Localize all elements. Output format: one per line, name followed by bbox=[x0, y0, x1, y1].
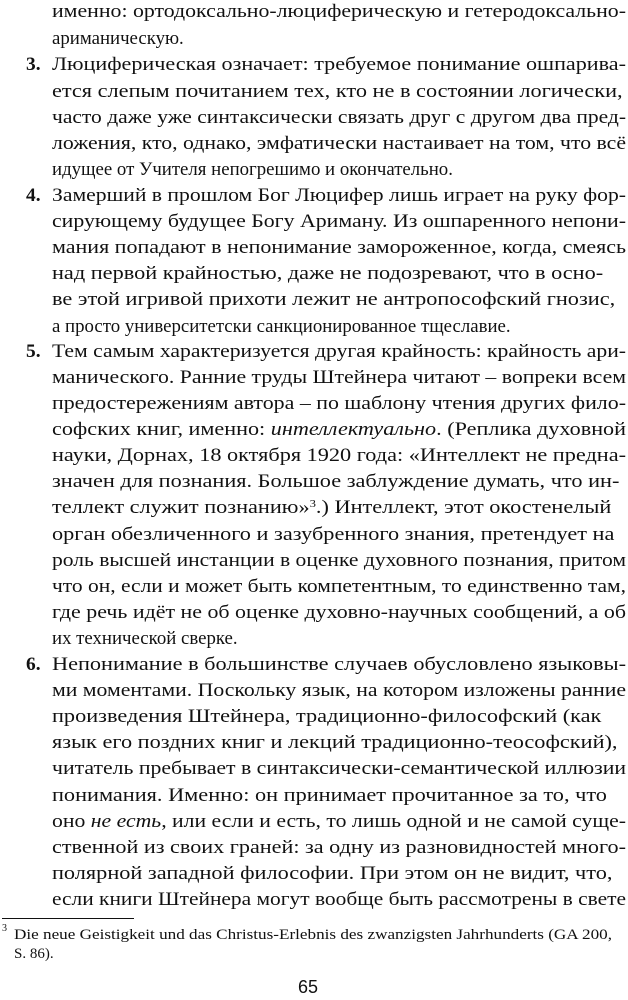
text-line: идущее от Учителя непогрешимо и окончательно. bbox=[52, 159, 453, 180]
text-line: понимания. Именно: он принимает прочитанное за то, что bbox=[52, 785, 607, 806]
text-line: сирующему будущее Богу Ариману. Из ошпаренного непони- bbox=[52, 211, 626, 232]
footnote-ref: 3 bbox=[309, 498, 316, 510]
text-line: ется слепым почитанием тех, кто не в состоянии логически, bbox=[52, 81, 623, 102]
footnote-line: Die neue Geistigkeit und das Christus-Erlebnis des zwanzigsten Jahrhunderts (GA 200, bbox=[14, 927, 612, 943]
text-line: софских книг, именно: интеллектуально. (Реплика духовной bbox=[52, 419, 626, 440]
page-number: 65 bbox=[298, 977, 319, 997]
text-line: теллект служит познанию»$^3$.) Интеллект, этот окостенелый bbox=[52, 497, 612, 518]
list-number: 4. bbox=[26, 185, 41, 206]
emphasis: не есть bbox=[90, 811, 162, 832]
text-line: где речь идёт не об оценке духовно-научных сообщений, а об bbox=[52, 602, 626, 623]
text-line: предостережениям автора – по шаблону чтения других фило- bbox=[52, 393, 626, 414]
text-line: если книги Штейнера могут вообще быть рассмотрены в свете bbox=[52, 889, 626, 910]
text-line: что он, если и может быть компетентным, то единственно там, bbox=[52, 576, 626, 597]
text-line: науки, Дорнах, 18 октября 1920 года: «Интеллект не предна- bbox=[52, 445, 626, 466]
text-line: Люциферическая означает: требуемое понимание ошпарива- bbox=[52, 54, 626, 75]
footnote-divider bbox=[2, 918, 134, 919]
text-line: ложения, кто, однако, эмфатически настаивает на том, что всё bbox=[52, 133, 626, 154]
list-number: 6. bbox=[26, 654, 41, 675]
text-line: значен для познания. Большое заблуждение думать, что ин- bbox=[52, 471, 620, 492]
text-line: орган обезличенного и зазубренного знания, претендует на bbox=[52, 524, 615, 545]
text-line: а просто университетски санкционированное тщеславие. bbox=[52, 316, 511, 337]
text-line: Непонимание в большинстве случаев обусловлено языковы- bbox=[52, 654, 626, 675]
text-line: мания попадают в непонимание замороженное, когда, смеясь bbox=[52, 237, 626, 258]
list-number: 5. bbox=[26, 341, 41, 362]
text-line: полярной западной философии. При этом он не видит, что, bbox=[52, 863, 613, 884]
text-line: манического. Ранние труды Штейнера читают – вопреки всем bbox=[52, 367, 626, 388]
text-line: ариманическую. bbox=[52, 28, 184, 49]
text-line: читатель пребывает в синтаксически-семантической иллюзии bbox=[52, 758, 626, 779]
text-line: Замерший в прошлом Бог Люцифер лишь играет на руку фор- bbox=[52, 185, 626, 206]
text-line: оно не есть, или если и есть, то лишь одной и не самой суще- bbox=[52, 811, 626, 832]
text-line: над первой крайностью, даже не подозревают, что в осно- bbox=[52, 263, 604, 284]
text-line: произведения Штейнера, традиционно-философский (как bbox=[52, 706, 602, 727]
text-line: ственной из своих граней: за одну из разновидностей много- bbox=[52, 837, 626, 858]
text-line: именно: ортодоксально-люциферическую и гетеродоксально- bbox=[52, 1, 626, 22]
text-line: их технической сверке. bbox=[52, 628, 238, 649]
footnote-line: S. 86). bbox=[14, 946, 54, 962]
text-line: ве этой игривой прихоти лежит не антропософский гнозис, bbox=[52, 289, 616, 310]
text-line: часто даже уже синтаксически связать друг с другом два пред- bbox=[52, 107, 626, 128]
emphasis: интеллектуально bbox=[270, 419, 437, 440]
list-number: 3. bbox=[26, 54, 41, 75]
text-line: Тем самым характеризуется другая крайность: крайность ари- bbox=[52, 341, 626, 362]
text-line: ми моментами. Поскольку язык, на котором изложены ранние bbox=[52, 680, 626, 701]
text-line: роль высшей инстанции в оценке духовного познания, притом bbox=[52, 550, 626, 571]
text-line: язык его поздних книг и лекций традиционно-теософский), bbox=[52, 732, 618, 753]
footnote-marker: 3 bbox=[2, 923, 7, 934]
